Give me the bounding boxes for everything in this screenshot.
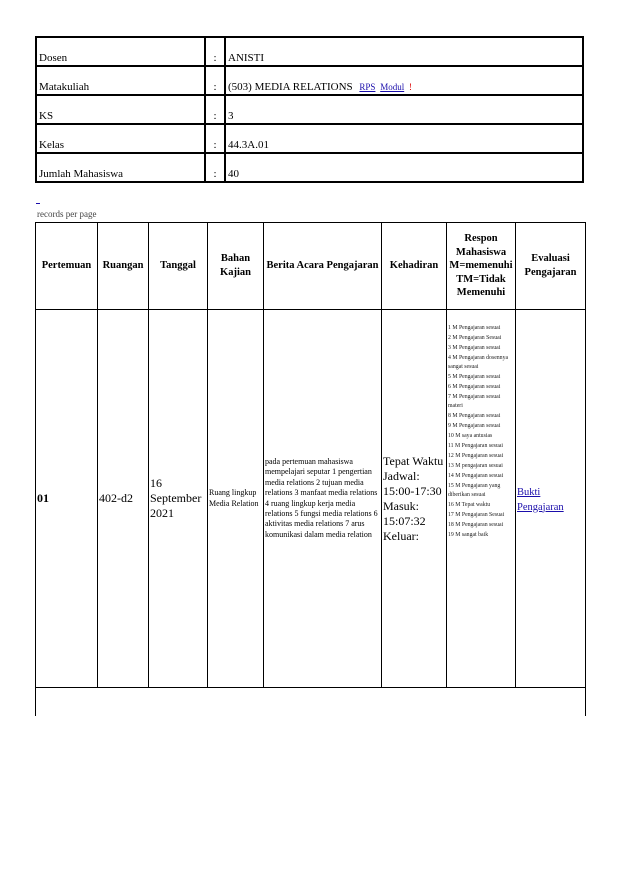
respon-item: 8 M Pengajaran sesuai: [448, 412, 501, 419]
course-info-table: [35, 36, 584, 183]
header-berita-acara: Berita Acara Pengajaran: [264, 223, 382, 310]
info-colon: :: [205, 153, 225, 182]
respon-item: 19 M sangat baik: [448, 531, 489, 538]
respon-item: 10 M saya antusias: [448, 432, 493, 439]
attendance-table: [35, 222, 586, 688]
info-row-matakuliah: [36, 66, 583, 95]
info-label: Matakuliah: [36, 66, 205, 95]
bukti-pengajaran-link[interactable]: Bukti Pengajaran: [517, 486, 564, 513]
header-pertemuan: Pertemuan: [36, 223, 98, 310]
info-label: Dosen: [36, 37, 205, 66]
modul-link[interactable]: Modul: [380, 82, 405, 92]
info-colon: :: [205, 124, 225, 153]
respon-item: 2 M Pengajaran Sesuai: [448, 334, 502, 341]
info-row-ks: [36, 95, 583, 124]
respon-item: 12 M Pengajaran sesuai: [448, 452, 504, 459]
info-colon: :: [205, 66, 225, 95]
info-value-dosen: ANISTI: [225, 37, 583, 66]
info-row-jumlah-mahasiswa: [36, 153, 583, 182]
respon-item: 9 M Pengajaran sesuai: [448, 422, 501, 429]
respon-item: 3 M Pengajaran sesuai: [448, 344, 501, 351]
info-value-matakuliah-cell: [225, 66, 583, 95]
respon-item: 7 M Pengajaran sesuai materi: [448, 393, 501, 409]
table-row: [36, 310, 586, 688]
cell-pertemuan: 01: [36, 310, 98, 688]
header-ruangan: Ruangan: [98, 223, 149, 310]
cell-kehadiran: Tepat Waktu Jadwal: 15:00-17:30 Masuk: 15:07:32 Keluar:: [382, 310, 447, 688]
cell-respon-list: [447, 310, 516, 688]
info-value-ks: 3: [225, 95, 583, 124]
next-row-stub: [35, 676, 586, 716]
cell-evaluasi: [516, 310, 586, 688]
records-per-page-label: records per page: [37, 209, 97, 219]
respon-item: 16 M Tepat waktu: [448, 501, 491, 508]
cell-tanggal: 16 September 2021: [149, 310, 208, 688]
info-label: Kelas: [36, 124, 205, 153]
respon-item: 11 M Pengajaran sesuai: [448, 442, 504, 449]
warning-mark: !: [408, 82, 412, 92]
rps-link[interactable]: RPS: [359, 82, 376, 92]
info-label: KS: [36, 95, 205, 124]
respon-item: 1 M Pengajaran sesuai: [448, 325, 501, 331]
header-bahan-kajian: Bahan Kajian: [208, 223, 264, 310]
info-value-kelas: 44.3A.01: [225, 124, 583, 153]
header-respon-mahasiswa: Respon Mahasiswa M=memenuhi TM=Tidak Memenuhi: [447, 223, 516, 310]
info-colon: :: [205, 95, 225, 124]
info-colon: :: [205, 37, 225, 66]
info-label: Jumlah Mahasiswa: [36, 153, 205, 182]
header-kehadiran: Kehadiran: [382, 223, 447, 310]
respon-item: 13 M pengajaran sesuai: [448, 462, 503, 469]
respon-item: 4 M Pengajaran dosennya sangat sesuai: [448, 354, 509, 370]
records-per-page-select[interactable]: [36, 202, 40, 204]
cell-berita-acara: pada pertemuan mahasiswa mempelajari seputar 1 pengertian media relations 2 tujuan media relations 3 manfaat media relations 4 ruang lingkup kerja media relations 5 fungsi media relations 6 aktivitas media relations 7 arus komunikasi dalam media relation: [264, 310, 382, 688]
respon-item: 5 M Pengajaran sesuai: [448, 373, 501, 380]
respon-item: 6 M Pengajaran sesuai: [448, 383, 501, 390]
info-value-jumlah: 40: [225, 153, 583, 182]
respon-item: 17 M Pengajaran Sesuai: [448, 511, 505, 518]
table-header-row: [36, 223, 586, 310]
respon-item: 18 M Pengajaran sesuai: [448, 521, 504, 528]
header-evaluasi: Evaluasi Pengajaran: [516, 223, 586, 310]
info-row-dosen: [36, 37, 583, 66]
respon-item: 14 M Pengajaran sesuai: [448, 472, 504, 479]
info-row-kelas: [36, 124, 583, 153]
respon-item: 15 M Pengajaran yang diberikan sesuai: [448, 482, 501, 498]
cell-ruangan: 402-d2: [98, 310, 149, 688]
cell-bahan-kajian: Ruang lingkup Media Relation: [208, 310, 264, 688]
info-value-matakuliah: (503) MEDIA RELATIONS: [228, 81, 353, 93]
header-tanggal: Tanggal: [149, 223, 208, 310]
